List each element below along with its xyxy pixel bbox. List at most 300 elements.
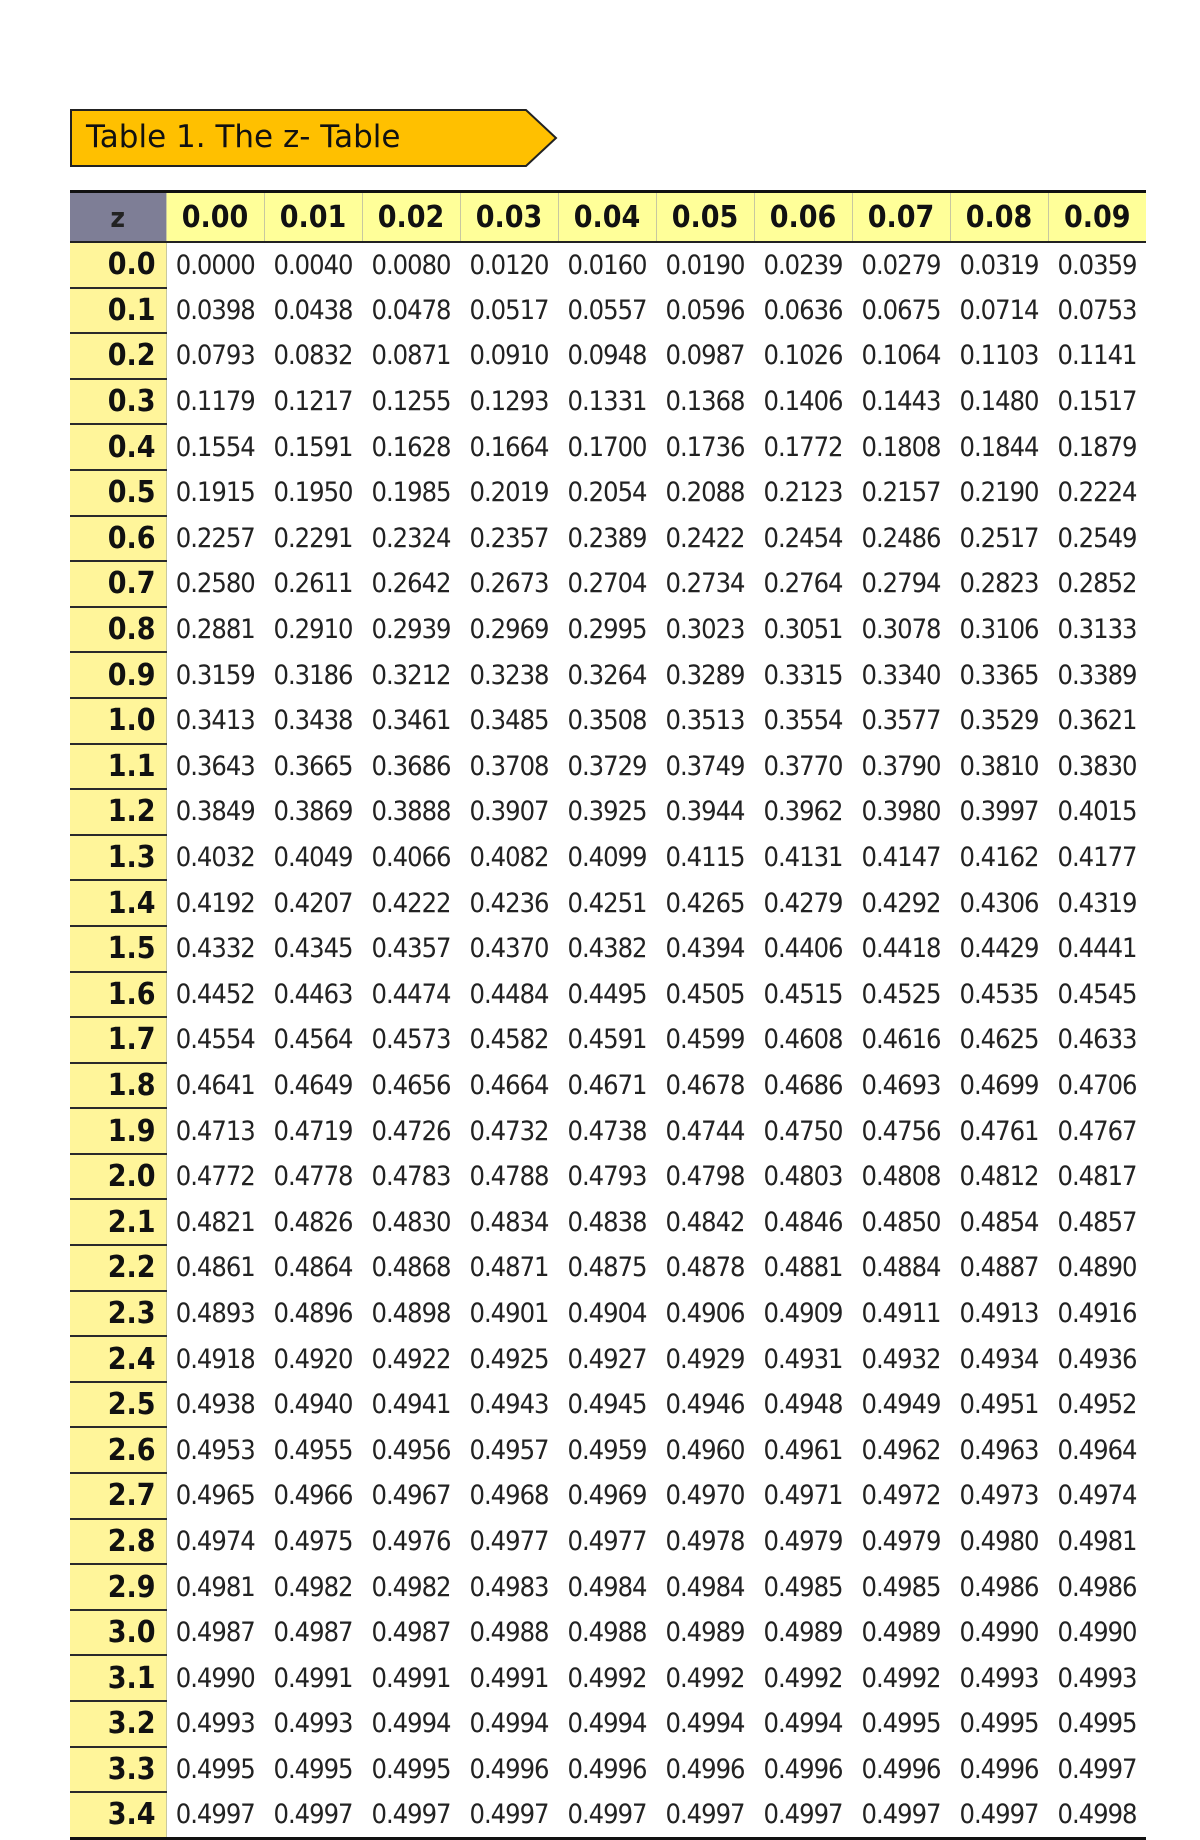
table-cell: 0.4994: [754, 1701, 852, 1747]
z-row-header: 0.9: [70, 652, 166, 698]
table-cell: 0.4990: [166, 1655, 264, 1701]
column-header: 0.05: [656, 192, 754, 243]
table-cell: 0.4082: [460, 835, 558, 881]
table-cell: 0.4868: [362, 1245, 460, 1291]
z-row-header: 1.7: [70, 1017, 166, 1063]
table-row: [70, 744, 1146, 790]
table-cell: 0.4965: [166, 1473, 264, 1519]
table-cell: 0.0279: [852, 242, 950, 288]
table-cell: 0.4279: [754, 880, 852, 926]
table-cell: 0.4394: [656, 926, 754, 972]
table-cell: 0.0675: [852, 288, 950, 334]
table-cell: 0.4920: [264, 1336, 362, 1382]
table-cell: 0.4878: [656, 1245, 754, 1291]
z-row-header: 2.2: [70, 1245, 166, 1291]
table-cell: 0.4911: [852, 1291, 950, 1337]
table-cell: 0.2881: [166, 607, 264, 653]
table-cell: 0.4798: [656, 1154, 754, 1200]
table-cell: 0.3438: [264, 698, 362, 744]
table-cell: 0.4772: [166, 1154, 264, 1200]
table-cell: 0.4441: [1048, 926, 1146, 972]
table-cell: 0.4525: [852, 972, 950, 1018]
table-cell: 0.4738: [558, 1108, 656, 1154]
z-row-header: 1.2: [70, 789, 166, 835]
header-row: [70, 192, 1146, 243]
z-row-header: 0.8: [70, 607, 166, 653]
z-row-header: 2.5: [70, 1382, 166, 1428]
table-cell: 0.4306: [950, 880, 1048, 926]
table-cell: 0.2357: [460, 516, 558, 562]
table-cell: 0.4931: [754, 1336, 852, 1382]
table-cell: 0.3621: [1048, 698, 1146, 744]
table-cell: 0.2764: [754, 561, 852, 607]
table-cell: 0.4985: [754, 1564, 852, 1610]
table-cell: 0.4875: [558, 1245, 656, 1291]
table-cell: 0.4591: [558, 1017, 656, 1063]
table-cell: 0.4948: [754, 1382, 852, 1428]
table-cell: 0.1628: [362, 424, 460, 470]
table-row: [70, 926, 1146, 972]
table-cell: 0.3944: [656, 789, 754, 835]
table-cell: 0.3907: [460, 789, 558, 835]
table-cell: 0.4382: [558, 926, 656, 972]
table-cell: 0.4871: [460, 1245, 558, 1291]
table-cell: 0.2123: [754, 470, 852, 516]
table-cell: 0.4957: [460, 1427, 558, 1473]
table-cell: 0.0160: [558, 242, 656, 288]
table-cell: 0.0438: [264, 288, 362, 334]
table-cell: 0.4946: [656, 1382, 754, 1428]
table-row: [70, 972, 1146, 1018]
table-cell: 0.4987: [264, 1610, 362, 1656]
table-cell: 0.4925: [460, 1336, 558, 1382]
table-cell: 0.4049: [264, 835, 362, 881]
table-cell: 0.4573: [362, 1017, 460, 1063]
table-cell: 0.2486: [852, 516, 950, 562]
table-cell: 0.4997: [460, 1792, 558, 1838]
table-cell: 0.4993: [950, 1655, 1048, 1701]
table-cell: 0.4649: [264, 1063, 362, 1109]
table-cell: 0.2910: [264, 607, 362, 653]
table-cell: 0.4767: [1048, 1108, 1146, 1154]
table-cell: 0.4997: [754, 1792, 852, 1838]
table-cell: 0.4960: [656, 1427, 754, 1473]
table-cell: 0.4515: [754, 972, 852, 1018]
table-row: [70, 789, 1146, 835]
table-cell: 0.4909: [754, 1291, 852, 1337]
z-row-header: 0.2: [70, 333, 166, 379]
table-cell: 0.4463: [264, 972, 362, 1018]
table-cell: 0.4916: [1048, 1291, 1146, 1337]
table-cell: 0.4744: [656, 1108, 754, 1154]
table-cell: 0.3529: [950, 698, 1048, 744]
table-cell: 0.1255: [362, 379, 460, 425]
table-cell: 0.3997: [950, 789, 1048, 835]
table-cell: 0.1064: [852, 333, 950, 379]
table-cell: 0.4162: [950, 835, 1048, 881]
table-cell: 0.1141: [1048, 333, 1146, 379]
table-cell: 0.4370: [460, 926, 558, 972]
table-cell: 0.4936: [1048, 1336, 1146, 1382]
table-cell: 0.4986: [1048, 1564, 1146, 1610]
table-cell: 0.4997: [852, 1792, 950, 1838]
table-cell: 0.4131: [754, 835, 852, 881]
table-row: [70, 607, 1146, 653]
table-cell: 0.4812: [950, 1154, 1048, 1200]
table-cell: 0.4986: [950, 1564, 1048, 1610]
table-cell: 0.0359: [1048, 242, 1146, 288]
table-cell: 0.4964: [1048, 1427, 1146, 1473]
table-row: [70, 1427, 1146, 1473]
table-cell: 0.4996: [656, 1747, 754, 1793]
column-header: 0.08: [950, 192, 1048, 243]
table-cell: 0.4974: [166, 1519, 264, 1565]
table-cell: 0.2157: [852, 470, 950, 516]
table-cell: 0.4996: [754, 1747, 852, 1793]
table-cell: 0.2454: [754, 516, 852, 562]
table-cell: 0.4032: [166, 835, 264, 881]
table-cell: 0.4803: [754, 1154, 852, 1200]
z-row-header: 0.3: [70, 379, 166, 425]
table-cell: 0.4406: [754, 926, 852, 972]
table-cell: 0.4906: [656, 1291, 754, 1337]
table-cell: 0.1700: [558, 424, 656, 470]
table-cell: 0.4982: [362, 1564, 460, 1610]
table-cell: 0.4554: [166, 1017, 264, 1063]
table-cell: 0.4970: [656, 1473, 754, 1519]
table-cell: 0.3513: [656, 698, 754, 744]
table-cell: 0.4997: [264, 1792, 362, 1838]
table-cell: 0.3238: [460, 652, 558, 698]
table-cell: 0.4979: [852, 1519, 950, 1565]
table-cell: 0.4949: [852, 1382, 950, 1428]
table-cell: 0.4996: [950, 1747, 1048, 1793]
table-cell: 0.1406: [754, 379, 852, 425]
table-row: [70, 1382, 1146, 1428]
table-cell: 0.3106: [950, 607, 1048, 653]
column-header: 0.00: [166, 192, 264, 243]
table-cell: 0.4980: [950, 1519, 1048, 1565]
table-cell: 0.4996: [852, 1747, 950, 1793]
table-cell: 0.3980: [852, 789, 950, 835]
table-cell: 0.2517: [950, 516, 1048, 562]
z-row-header: 2.0: [70, 1154, 166, 1200]
table-cell: 0.4236: [460, 880, 558, 926]
table-cell: 0.4927: [558, 1336, 656, 1382]
table-cell: 0.4904: [558, 1291, 656, 1337]
table-cell: 0.4984: [558, 1564, 656, 1610]
table-cell: 0.3869: [264, 789, 362, 835]
table-cell: 0.3078: [852, 607, 950, 653]
table-cell: 0.4981: [166, 1564, 264, 1610]
table-cell: 0.4846: [754, 1199, 852, 1245]
table-title-banner: [70, 109, 558, 167]
table-cell: 0.4545: [1048, 972, 1146, 1018]
table-cell: 0.0319: [950, 242, 1048, 288]
table-cell: 0.0239: [754, 242, 852, 288]
table-cell: 0.4940: [264, 1382, 362, 1428]
table-cell: 0.0987: [656, 333, 754, 379]
table-cell: 0.4994: [558, 1701, 656, 1747]
table-cell: 0.4995: [1048, 1701, 1146, 1747]
table-cell: 0.3023: [656, 607, 754, 653]
table-cell: 0.4756: [852, 1108, 950, 1154]
table-cell: 0.4884: [852, 1245, 950, 1291]
table-cell: 0.3749: [656, 744, 754, 790]
z-row-header: 2.3: [70, 1291, 166, 1337]
table-cell: 0.4968: [460, 1473, 558, 1519]
table-cell: 0.4993: [1048, 1655, 1146, 1701]
table-cell: 0.3365: [950, 652, 1048, 698]
table-cell: 0.2224: [1048, 470, 1146, 516]
table-cell: 0.1480: [950, 379, 1048, 425]
table-cell: 0.4997: [950, 1792, 1048, 1838]
table-cell: 0.4099: [558, 835, 656, 881]
table-cell: 0.3389: [1048, 652, 1146, 698]
table-cell: 0.4854: [950, 1199, 1048, 1245]
table-cell: 0.0190: [656, 242, 754, 288]
z-row-header: 0.6: [70, 516, 166, 562]
table-cell: 0.4913: [950, 1291, 1048, 1337]
table-cell: 0.3159: [166, 652, 264, 698]
table-cell: 0.2088: [656, 470, 754, 516]
table-cell: 0.4732: [460, 1108, 558, 1154]
table-row: [70, 835, 1146, 881]
z-row-header: 3.1: [70, 1655, 166, 1701]
table-cell: 0.4991: [362, 1655, 460, 1701]
table-cell: 0.4719: [264, 1108, 362, 1154]
table-cell: 0.2019: [460, 470, 558, 516]
table-cell: 0.4934: [950, 1336, 1048, 1382]
table-cell: 0.4929: [656, 1336, 754, 1382]
table-cell: 0.4989: [656, 1610, 754, 1656]
table-row: [70, 1154, 1146, 1200]
table-row: [70, 1610, 1146, 1656]
table-cell: 0.4429: [950, 926, 1048, 972]
table-cell: 0.1915: [166, 470, 264, 516]
table-cell: 0.4177: [1048, 835, 1146, 881]
table-cell: 0.4608: [754, 1017, 852, 1063]
table-cell: 0.3212: [362, 652, 460, 698]
table-row: [70, 880, 1146, 926]
table-cell: 0.4995: [950, 1701, 1048, 1747]
table-cell: 0.4641: [166, 1063, 264, 1109]
table-cell: 0.4997: [656, 1792, 754, 1838]
table-cell: 0.4991: [460, 1655, 558, 1701]
table-row: [70, 1063, 1146, 1109]
table-cell: 0.2823: [950, 561, 1048, 607]
table-cell: 0.4778: [264, 1154, 362, 1200]
table-cell: 0.4938: [166, 1382, 264, 1428]
table-cell: 0.4788: [460, 1154, 558, 1200]
table-cell: 0.4582: [460, 1017, 558, 1063]
table-cell: 0.1026: [754, 333, 852, 379]
table-cell: 0.4992: [558, 1655, 656, 1701]
table-cell: 0.4817: [1048, 1154, 1146, 1200]
table-row: [70, 333, 1146, 379]
table-cell: 0.3729: [558, 744, 656, 790]
table-row: [70, 1701, 1146, 1747]
table-cell: 0.4922: [362, 1336, 460, 1382]
table-cell: 0.3686: [362, 744, 460, 790]
table-cell: 0.3133: [1048, 607, 1146, 653]
table-row: [70, 1473, 1146, 1519]
z-row-header: 0.7: [70, 561, 166, 607]
column-header: 0.03: [460, 192, 558, 243]
table-cell: 0.2422: [656, 516, 754, 562]
table-cell: 0.2939: [362, 607, 460, 653]
table-cell: 0.4951: [950, 1382, 1048, 1428]
table-cell: 0.2995: [558, 607, 656, 653]
table-cell: 0.4981: [1048, 1519, 1146, 1565]
table-cell: 0.4319: [1048, 880, 1146, 926]
table-row: [70, 1747, 1146, 1793]
table-cell: 0.3810: [950, 744, 1048, 790]
table-cell: 0.4864: [264, 1245, 362, 1291]
table-cell: 0.4332: [166, 926, 264, 972]
z-row-header: 1.9: [70, 1108, 166, 1154]
table-cell: 0.2580: [166, 561, 264, 607]
table-cell: 0.4984: [656, 1564, 754, 1610]
table-cell: 0.4967: [362, 1473, 460, 1519]
table-cell: 0.0753: [1048, 288, 1146, 334]
table-cell: 0.4861: [166, 1245, 264, 1291]
table-cell: 0.2642: [362, 561, 460, 607]
table-cell: 0.4192: [166, 880, 264, 926]
table-cell: 0.4973: [950, 1473, 1048, 1519]
table-cell: 0.4943: [460, 1382, 558, 1428]
table-cell: 0.4963: [950, 1427, 1048, 1473]
table-cell: 0.4251: [558, 880, 656, 926]
table-cell: 0.2794: [852, 561, 950, 607]
table-cell: 0.4976: [362, 1519, 460, 1565]
table-cell: 0.3051: [754, 607, 852, 653]
table-cell: 0.4222: [362, 880, 460, 926]
z-row-header: 1.1: [70, 744, 166, 790]
table-cell: 0.4761: [950, 1108, 1048, 1154]
table-row: [70, 652, 1146, 698]
table-cell: 0.4992: [852, 1655, 950, 1701]
table-cell: 0.4955: [264, 1427, 362, 1473]
table-cell: 0.3708: [460, 744, 558, 790]
table-cell: 0.0793: [166, 333, 264, 379]
table-cell: 0.4997: [1048, 1747, 1146, 1793]
table-cell: 0.3925: [558, 789, 656, 835]
table-cell: 0.0948: [558, 333, 656, 379]
z-row-header: 3.0: [70, 1610, 166, 1656]
table-cell: 0.0714: [950, 288, 1048, 334]
z-row-header: 2.6: [70, 1427, 166, 1473]
table-cell: 0.2611: [264, 561, 362, 607]
table-cell: 0.0120: [460, 242, 558, 288]
table-cell: 0.4952: [1048, 1382, 1146, 1428]
table-cell: 0.1808: [852, 424, 950, 470]
table-cell: 0.4693: [852, 1063, 950, 1109]
table-cell: 0.4956: [362, 1427, 460, 1473]
table-cell: 0.4713: [166, 1108, 264, 1154]
table-cell: 0.4834: [460, 1199, 558, 1245]
z-row-header: 1.3: [70, 835, 166, 881]
table-cell: 0.4995: [166, 1747, 264, 1793]
table-cell: 0.1517: [1048, 379, 1146, 425]
table-cell: 0.2852: [1048, 561, 1146, 607]
table-cell: 0.4992: [656, 1655, 754, 1701]
table-cell: 0.0080: [362, 242, 460, 288]
table-cell: 0.4969: [558, 1473, 656, 1519]
table-cell: 0.4992: [754, 1655, 852, 1701]
table-cell: 0.3554: [754, 698, 852, 744]
table-cell: 0.2324: [362, 516, 460, 562]
table-cell: 0.0040: [264, 242, 362, 288]
table-cell: 0.3888: [362, 789, 460, 835]
z-row-header: 1.6: [70, 972, 166, 1018]
table-cell: 0.4633: [1048, 1017, 1146, 1063]
table-cell: 0.4418: [852, 926, 950, 972]
table-cell: 0.4535: [950, 972, 1048, 1018]
table-cell: 0.4726: [362, 1108, 460, 1154]
table-cell: 0.4971: [754, 1473, 852, 1519]
table-cell: 0.4982: [264, 1564, 362, 1610]
table-cell: 0.1950: [264, 470, 362, 516]
table-cell: 0.4842: [656, 1199, 754, 1245]
table-cell: 0.4830: [362, 1199, 460, 1245]
column-header: 0.07: [852, 192, 950, 243]
table-cell: 0.4893: [166, 1291, 264, 1337]
table-cell: 0.2673: [460, 561, 558, 607]
table-cell: 0.4993: [264, 1701, 362, 1747]
table-cell: 0.3413: [166, 698, 264, 744]
table-cell: 0.4147: [852, 835, 950, 881]
column-header: 0.06: [754, 192, 852, 243]
table-cell: 0.4988: [460, 1610, 558, 1656]
table-cell: 0.4979: [754, 1519, 852, 1565]
table-cell: 0.0398: [166, 288, 264, 334]
table-cell: 0.2190: [950, 470, 1048, 516]
table-cell: 0.3849: [166, 789, 264, 835]
table-cell: 0.4495: [558, 972, 656, 1018]
table-cell: 0.2257: [166, 516, 264, 562]
table-cell: 0.4997: [362, 1792, 460, 1838]
table-cell: 0.4997: [558, 1792, 656, 1838]
table-cell: 0.3340: [852, 652, 950, 698]
table-cell: 0.4808: [852, 1154, 950, 1200]
table-cell: 0.4826: [264, 1199, 362, 1245]
table-row: [70, 1655, 1146, 1701]
table-cell: 0.4987: [166, 1610, 264, 1656]
table-cell: 0.4015: [1048, 789, 1146, 835]
table-row: [70, 470, 1146, 516]
table-cell: 0.4066: [362, 835, 460, 881]
table-cell: 0.2549: [1048, 516, 1146, 562]
table-cell: 0.4474: [362, 972, 460, 1018]
table-cell: 0.4985: [852, 1564, 950, 1610]
table-cell: 0.4793: [558, 1154, 656, 1200]
table-cell: 0.4896: [264, 1291, 362, 1337]
table-cell: 0.4821: [166, 1199, 264, 1245]
table-cell: 0.2389: [558, 516, 656, 562]
table-cell: 0.1179: [166, 379, 264, 425]
table-row: [70, 1564, 1146, 1610]
table-cell: 0.3315: [754, 652, 852, 698]
table-row: [70, 561, 1146, 607]
table-cell: 0.3264: [558, 652, 656, 698]
table-cell: 0.3485: [460, 698, 558, 744]
table-cell: 0.3643: [166, 744, 264, 790]
table-row: [70, 1017, 1146, 1063]
table-cell: 0.2291: [264, 516, 362, 562]
column-header: 0.02: [362, 192, 460, 243]
table-cell: 0.4994: [362, 1701, 460, 1747]
